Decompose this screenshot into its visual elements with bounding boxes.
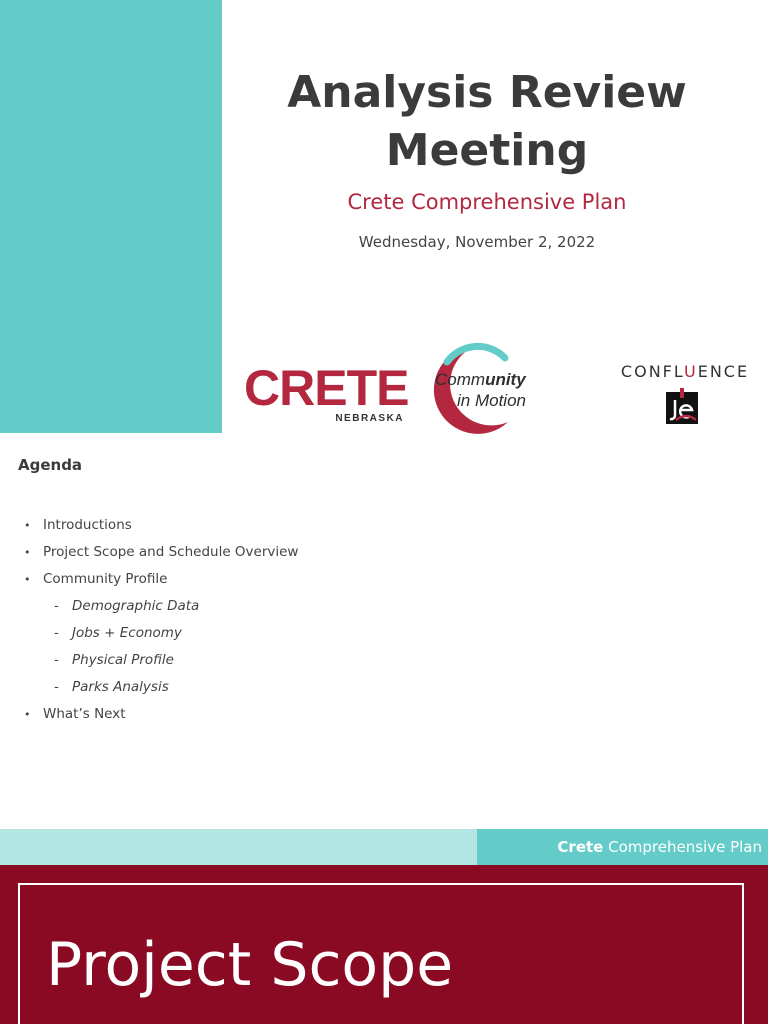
crete-logo-state: NEBRASKA: [335, 413, 404, 424]
next-slide-preview: [0, 865, 768, 1024]
agenda-item: • Community Profile: [0, 566, 400, 593]
agenda-list: [0, 512, 400, 728]
agenda-item: • What’s Next: [0, 701, 400, 728]
agenda-subitem: - Demographic Data: [0, 593, 400, 620]
jeo-mark-icon: [666, 388, 698, 424]
crete-nebraska-logo: [244, 360, 409, 424]
meeting-date: Wednesday, November 2, 2022: [358, 233, 596, 251]
confluence-logo-suffix: ENCE: [697, 362, 750, 381]
confluence-logo-accent: U: [683, 362, 698, 381]
crete-logo-word: CRETE: [244, 360, 409, 416]
confluence-logo: [612, 362, 758, 428]
footer-brand-rest: Comprehensive Plan: [603, 838, 762, 856]
agenda-subitem: - Physical Profile: [0, 647, 400, 674]
agenda-item: • Project Scope and Schedule Overview: [0, 539, 400, 566]
footer-brand-tab: [477, 829, 768, 865]
agenda-subitem: - Parks Analysis: [0, 674, 400, 701]
footer-brand-bold: Crete: [557, 838, 604, 856]
teal-side-panel: [0, 0, 222, 433]
cim-logo-unity: unity: [485, 370, 526, 389]
cim-logo-comm: Comm: [435, 370, 486, 389]
agenda-subitem: - Jobs + Economy: [0, 620, 400, 647]
confluence-logo-word: [612, 362, 758, 381]
community-in-motion-logo: [413, 340, 553, 434]
cim-logo-line1: [435, 370, 526, 390]
next-slide-title: Project Scope: [46, 930, 454, 1000]
confluence-logo-prefix: CONFL: [620, 362, 684, 381]
slide-title: Analysis Review Meeting: [287, 67, 687, 176]
cim-logo-line2: in Motion: [457, 391, 526, 410]
agenda-heading: Agenda: [18, 456, 83, 474]
slide-subtitle: Crete Comprehensive Plan: [347, 190, 627, 214]
agenda-item: • Introductions: [0, 512, 400, 539]
